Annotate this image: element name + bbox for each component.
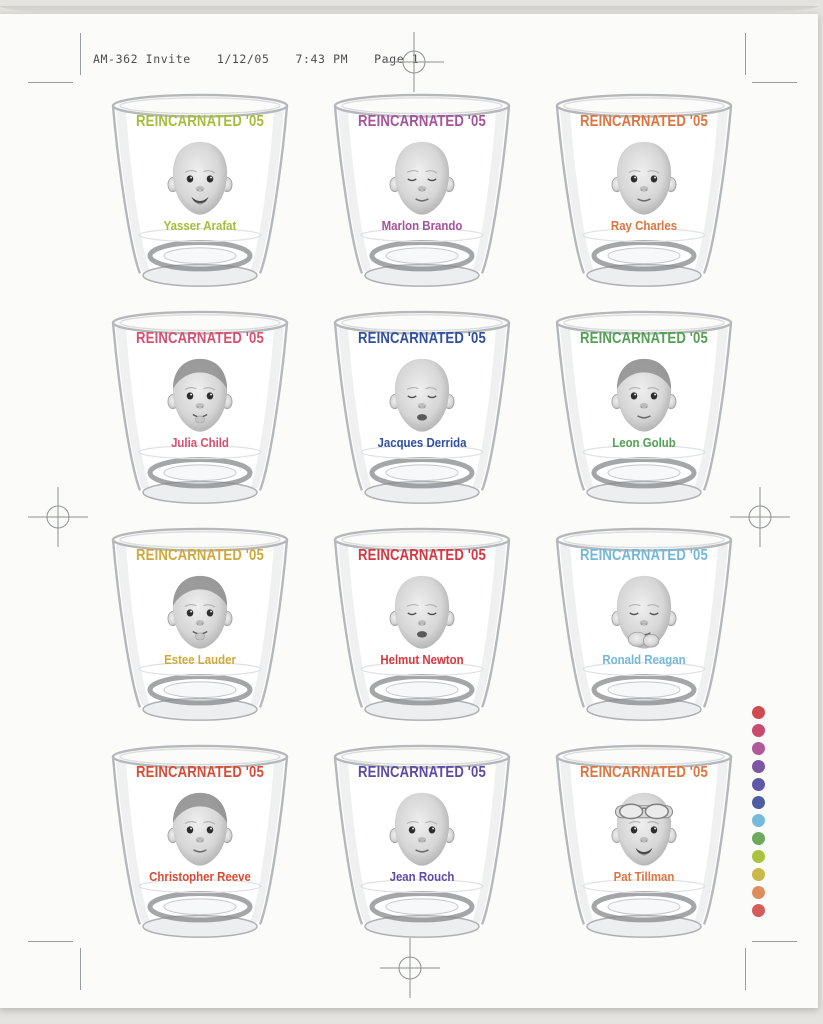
celebrity-name: Ronald Reagan <box>602 652 686 667</box>
proof-time: 7:43 PM <box>295 52 349 66</box>
celebrity-name: Helmut Newton <box>380 652 464 667</box>
glass-title: REINCARNATED '05 <box>580 764 708 781</box>
crop-mark <box>28 941 73 942</box>
color-calibration-dot <box>752 904 765 917</box>
shot-glass-card <box>89 742 311 959</box>
mouth-small-open <box>417 631 427 637</box>
glass-title: REINCARNATED '05 <box>136 764 264 781</box>
shot-glass-card <box>89 91 311 308</box>
crop-mark <box>745 33 746 75</box>
crop-mark <box>80 948 81 990</box>
celebrity-name: Jean Rouch <box>389 869 455 884</box>
color-calibration-dot <box>752 868 765 881</box>
baby-photo <box>608 356 680 438</box>
baby-photo <box>164 790 236 872</box>
glass-title: REINCARNATED '05 <box>136 330 264 347</box>
color-calibration-dot <box>752 778 765 791</box>
nose <box>196 620 205 626</box>
crop-mark <box>80 33 81 75</box>
nose <box>640 837 649 843</box>
shot-glass-card <box>89 308 311 525</box>
celebrity-name: Marlon Brando <box>381 218 463 233</box>
nose <box>418 837 427 843</box>
shot-glass-card <box>533 91 755 308</box>
baby-photo <box>164 573 236 655</box>
shot-glass-card <box>533 742 755 959</box>
baby-photo <box>608 573 680 655</box>
celebrity-name: Ray Charles <box>610 218 678 233</box>
baby-photo <box>386 790 458 872</box>
nose <box>196 837 205 843</box>
nose <box>196 186 205 192</box>
glass-title: REINCARNATED '05 <box>580 113 708 130</box>
head <box>395 142 449 215</box>
color-calibration-dot <box>752 814 765 827</box>
baby-photo <box>386 573 458 655</box>
nose <box>418 620 427 626</box>
glass-title: REINCARNATED '05 <box>136 113 264 130</box>
glass-title: REINCARNATED '05 <box>136 547 264 564</box>
glass-title: REINCARNATED '05 <box>358 547 486 564</box>
color-calibration-dot <box>752 850 765 863</box>
celebrity-name: Christopher Reeve <box>149 869 251 884</box>
color-calibration-dot <box>752 706 765 719</box>
baby-photo <box>608 790 680 872</box>
celebrity-name: Pat Tillman <box>613 869 675 884</box>
nose <box>418 403 427 409</box>
celebrity-name: Leon Golub <box>612 435 676 450</box>
head <box>617 142 671 215</box>
glass-title: REINCARNATED '05 <box>358 113 486 130</box>
celebrity-name: Julia Child <box>171 435 229 450</box>
baby-photo <box>386 139 458 221</box>
registration-mark-icon <box>384 32 444 92</box>
crop-mark <box>752 82 797 83</box>
shot-glass-card <box>533 308 755 525</box>
baby-photo <box>608 139 680 221</box>
nose <box>640 403 649 409</box>
glass-title: REINCARNATED '05 <box>358 330 486 347</box>
glass-title: REINCARNATED '05 <box>580 547 708 564</box>
crop-mark <box>752 941 797 942</box>
shot-glass-card <box>89 525 311 742</box>
nose <box>640 186 649 192</box>
celebrity-name: Jacques Derrida <box>377 435 467 450</box>
job-code: AM-362 Invite <box>93 52 191 66</box>
color-calibration-dot <box>752 886 765 899</box>
baby-photo <box>164 356 236 438</box>
crop-mark <box>28 82 73 83</box>
registration-mark-icon <box>28 487 88 547</box>
shot-glass-card <box>311 525 533 742</box>
swim-goggles <box>615 804 672 818</box>
shot-glass-card <box>311 308 533 525</box>
baby-photo <box>386 356 458 438</box>
shot-glass-grid <box>89 91 755 959</box>
nose <box>418 186 427 192</box>
mouth-small-open <box>417 414 427 420</box>
color-calibration-bar <box>752 706 765 917</box>
shot-glass-card <box>533 525 755 742</box>
color-calibration-dot <box>752 832 765 845</box>
color-calibration-dot <box>752 796 765 809</box>
shot-glass-card <box>311 91 533 308</box>
celebrity-name: Estee Lauder <box>164 652 236 667</box>
glass-title: REINCARNATED '05 <box>580 330 708 347</box>
nose <box>640 620 649 626</box>
celebrity-name: Yasser Arafat <box>163 218 237 233</box>
color-calibration-dot <box>752 760 765 773</box>
baby-photo <box>164 139 236 221</box>
color-calibration-dot <box>752 724 765 737</box>
head <box>395 793 449 866</box>
head <box>395 576 449 649</box>
head <box>395 359 449 432</box>
shot-glass-card <box>311 742 533 959</box>
proof-date: 1/12/05 <box>216 52 270 66</box>
page-number: Page 1 <box>374 52 420 66</box>
color-calibration-dot <box>752 742 765 755</box>
glass-title: REINCARNATED '05 <box>358 764 486 781</box>
nose <box>196 403 205 409</box>
